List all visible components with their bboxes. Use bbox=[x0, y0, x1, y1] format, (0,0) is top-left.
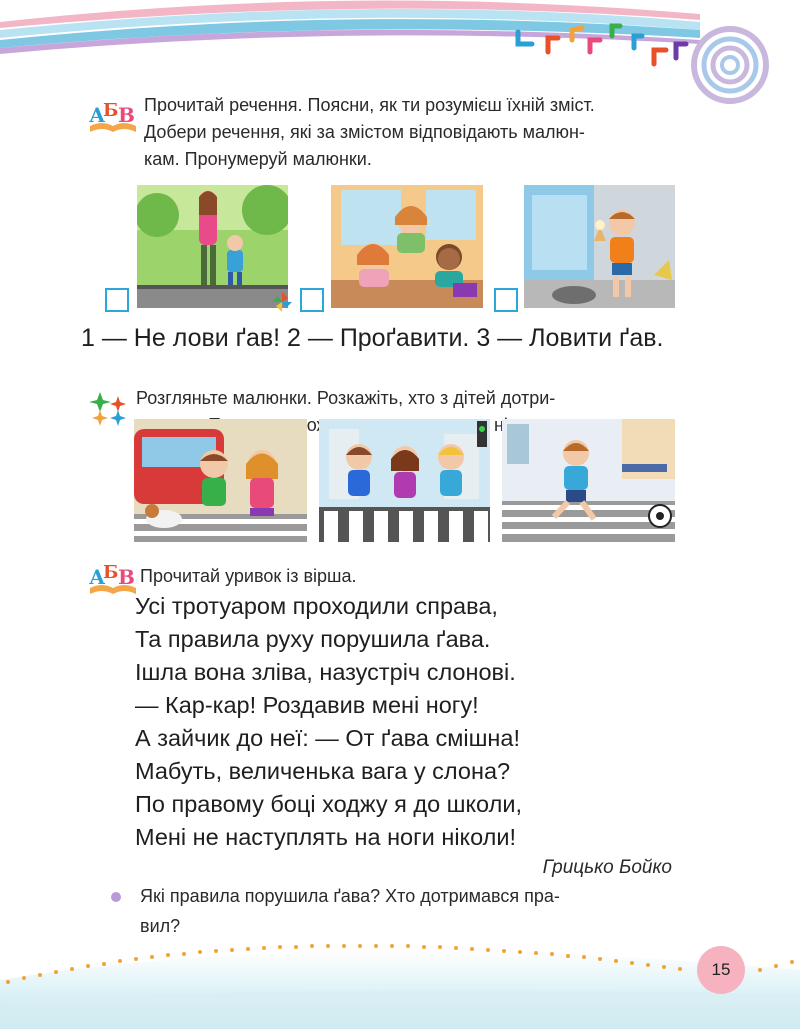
number-box-3[interactable] bbox=[494, 288, 518, 312]
question-line-2: вил? bbox=[140, 916, 181, 936]
svg-text:Б: Б bbox=[103, 100, 119, 121]
picture-children-in-classroom bbox=[331, 185, 483, 308]
svg-text:Б: Б bbox=[103, 562, 119, 583]
svg-text:В: В bbox=[118, 103, 135, 127]
picture-boy-running-across-road bbox=[502, 419, 675, 542]
task2-line-1: Розгляньте малюнки. Розкажіть, хто з дітей дотри- bbox=[136, 388, 556, 408]
poem-author: Грицько Бойко bbox=[542, 857, 672, 878]
task3-instruction: Прочитай уривок із вірша. bbox=[140, 566, 357, 586]
picture-boy-with-ice-cream bbox=[524, 185, 675, 308]
question-text bbox=[140, 881, 690, 941]
poem-line-8: Мені не наступлять на ноги ніколи! bbox=[135, 824, 517, 850]
task1-answer-options: 1 — Не лови ґав! 2 — Проґавити. 3 — Ловити ґав. bbox=[81, 324, 664, 352]
number-box-2[interactable] bbox=[300, 288, 324, 312]
task1-line-1: Прочитай речення. Поясни, як ти розумієш їхній зміст. bbox=[144, 95, 595, 115]
svg-text:А: А bbox=[89, 103, 106, 127]
purple-bullet-icon bbox=[110, 891, 122, 903]
colorful-stars-icon bbox=[88, 390, 132, 430]
poem-line-2: Та правила руху порушила ґава. bbox=[135, 626, 491, 652]
pinwheel-icon bbox=[270, 290, 294, 314]
abv-book-icon-2 bbox=[88, 558, 138, 598]
number-box-1[interactable] bbox=[105, 288, 129, 312]
poem-line-5: А зайчик до неї: — От ґава смішна! bbox=[135, 725, 521, 751]
task1-instruction bbox=[144, 92, 684, 173]
picture-children-crossing-with-dog bbox=[134, 419, 307, 542]
page-number: 15 bbox=[711, 960, 731, 979]
task1-line-3: кам. Пронумеруй малюнки. bbox=[144, 149, 372, 169]
poem-line-1: Усі тротуаром проходили справа, bbox=[135, 593, 498, 619]
poem-line-4: — Кар-кар! Роздавив мені ногу! bbox=[135, 692, 479, 718]
picture-children-at-zebra-crossing bbox=[319, 419, 490, 542]
picture-mother-and-boy-walking bbox=[137, 185, 288, 308]
svg-text:А: А bbox=[89, 565, 106, 589]
question-line-1: Які правила порушила ґава? Хто дотримався пра- bbox=[140, 886, 560, 906]
abv-book-icon bbox=[88, 96, 138, 136]
poem-line-3: Ішла вона зліва, назустріч слонові. bbox=[135, 659, 516, 685]
bottom-wave-decoration bbox=[0, 940, 800, 1029]
task1-line-2: Добери речення, які за змістом відповідають малюн- bbox=[144, 122, 585, 142]
poem-line-6: Мабуть, величенька вага у слона? bbox=[135, 758, 511, 784]
svg-text:В: В bbox=[118, 565, 135, 589]
poem-line-7: По правому боці ходжу я до школи, bbox=[135, 791, 522, 817]
page-number-badge bbox=[697, 946, 745, 994]
